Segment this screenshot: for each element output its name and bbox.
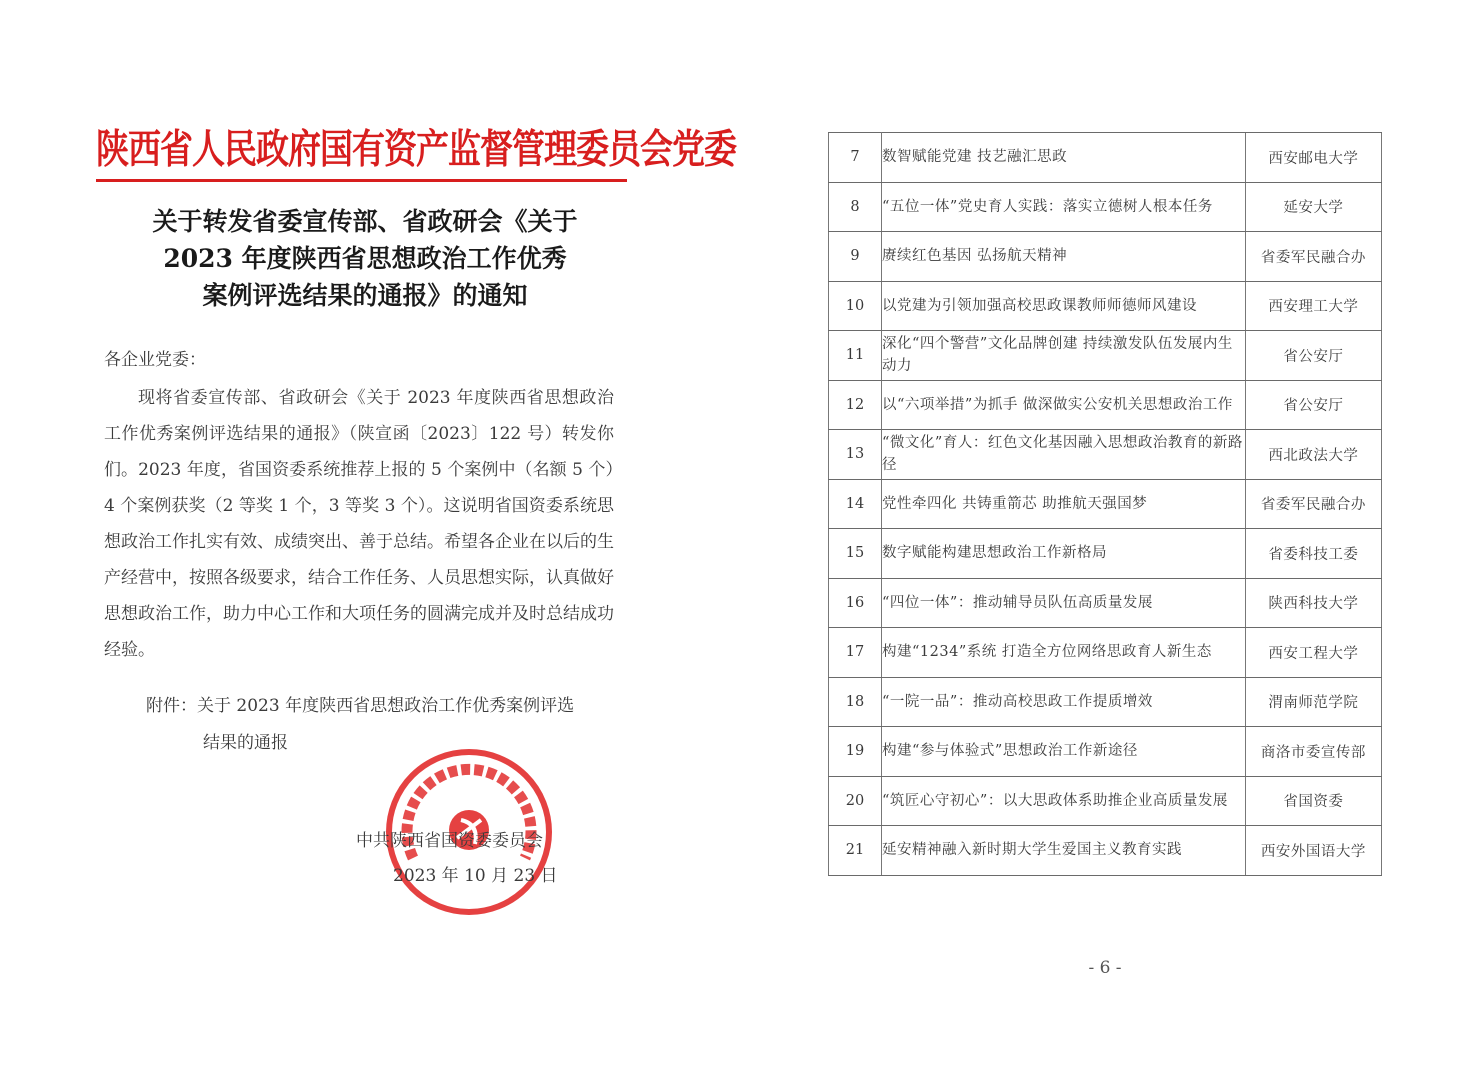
- case-number: 10: [829, 281, 882, 331]
- case-name: “五位一体”党史育人实践：落实立德树人根本任务: [882, 182, 1246, 232]
- case-number: 19: [829, 727, 882, 777]
- case-number: 11: [829, 331, 882, 381]
- table-row: [829, 281, 1382, 331]
- case-name: 数字赋能构建思想政治工作新格局: [882, 529, 1246, 579]
- table-row: [829, 430, 1382, 480]
- case-name: 党性牵四化 共铸重箭芯 助推航天强国梦: [882, 479, 1246, 529]
- case-number: 15: [829, 529, 882, 579]
- case-name: 以党建为引领加强高校思政课教师师德师风建设: [882, 281, 1246, 331]
- case-name: 深化“四个警营”文化品牌创建 持续激发队伍发展内生动力: [882, 331, 1246, 381]
- right-page: [740, 0, 1480, 1076]
- table-row: [829, 529, 1382, 579]
- case-unit: 省公安厅: [1245, 380, 1381, 430]
- case-name: “微文化”育人：红色文化基因融入思想政治教育的新路径: [882, 430, 1246, 480]
- table-row: [829, 727, 1382, 777]
- case-unit: 西安工程大学: [1245, 628, 1381, 678]
- case-number: 12: [829, 380, 882, 430]
- table-row: [829, 479, 1382, 529]
- case-name: 延安精神融入新时期大学生爱国主义教育实践: [882, 826, 1246, 876]
- signatory: 中共陕西省国资委委员会: [356, 831, 543, 851]
- table-row: [829, 232, 1382, 282]
- table-row: [829, 826, 1382, 876]
- case-unit: 西北政法大学: [1245, 430, 1381, 480]
- case-list-table: [828, 132, 1382, 876]
- case-name: “四位一体”：推动辅导员队伍高质量发展: [882, 578, 1246, 628]
- case-number: 13: [829, 430, 882, 480]
- case-name: 构建“1234”系统 打造全方位网络思政育人新生态: [882, 628, 1246, 678]
- case-unit: 西安理工大学: [1245, 281, 1381, 331]
- attachment-line-1: 附件：关于 2023 年度陕西省思想政治工作优秀案例评选: [146, 696, 575, 716]
- case-name: 构建“参与体验式”思想政治工作新途径: [882, 727, 1246, 777]
- issuing-organization-header: 陕西省人民政府国有资产监督管理委员会党委: [96, 125, 736, 172]
- case-unit: 商洛市委宣传部: [1245, 727, 1381, 777]
- case-unit: 省公安厅: [1245, 331, 1381, 381]
- case-list-body: [829, 133, 1382, 876]
- case-number: 9: [829, 232, 882, 282]
- case-name: “一院一品”：推动高校思政工作提质增效: [882, 677, 1246, 727]
- case-name: 数智赋能党建 技艺融汇思政: [882, 133, 1246, 183]
- case-number: 7: [829, 133, 882, 183]
- case-unit: 省国资委: [1245, 776, 1381, 826]
- table-row: [829, 133, 1382, 183]
- title-line-3: 案例评选结果的通报》的通知: [202, 281, 528, 310]
- table-row: [829, 776, 1382, 826]
- case-number: 8: [829, 182, 882, 232]
- case-number: 17: [829, 628, 882, 678]
- attachment-line-2: 结果的通报: [203, 733, 288, 753]
- red-header-divider: [96, 179, 627, 182]
- table-row: [829, 628, 1382, 678]
- table-row: [829, 677, 1382, 727]
- case-unit: 西安邮电大学: [1245, 133, 1381, 183]
- document-title: [120, 203, 610, 314]
- case-number: 16: [829, 578, 882, 628]
- case-unit: 省委科技工委: [1245, 529, 1381, 579]
- title-line-2: 2023 年度陕西省思想政治工作优秀: [163, 244, 567, 273]
- table-row: [829, 331, 1382, 381]
- table-row: [829, 380, 1382, 430]
- case-name: 以“六项举措”为抓手 做深做实公安机关思想政治工作: [882, 380, 1246, 430]
- issue-date: 2023 年 10 月 23 日: [393, 866, 558, 886]
- case-unit: 渭南师范学院: [1245, 677, 1381, 727]
- page-number: - 6 -: [1088, 958, 1122, 978]
- case-unit: 延安大学: [1245, 182, 1381, 232]
- table-row: [829, 578, 1382, 628]
- case-name: “筑匠心守初心”：以大思政体系助推企业高质量发展: [882, 776, 1246, 826]
- case-number: 14: [829, 479, 882, 529]
- case-number: 21: [829, 826, 882, 876]
- case-unit: 西安外国语大学: [1245, 826, 1381, 876]
- case-unit: 陕西科技大学: [1245, 578, 1381, 628]
- table-row: [829, 182, 1382, 232]
- case-name: 赓续红色基因 弘扬航天精神: [882, 232, 1246, 282]
- case-unit: 省委军民融合办: [1245, 232, 1381, 282]
- title-line-1: 关于转发省委宣传部、省政研会《关于: [152, 207, 578, 236]
- case-number: 20: [829, 776, 882, 826]
- salutation: 各企业党委：: [104, 350, 206, 370]
- case-unit: 省委军民融合办: [1245, 479, 1381, 529]
- body-paragraph: 现将省委宣传部、省政研会《关于 2023 年度陕西省思想政治工作优秀案例评选结果的通报》（陕宣函〔2023〕122 号）转发你们。2023 年度，省国资委系统推荐上报的 5 个案例中（名额 5 个）4 个案例获奖（2 等奖 1 个，3 等奖 3 个）。这说明省国资委系统思想政治工作扎实有效、成绩突出、善于总结。希望各企业在以后的生产经营中，按照各级要求，结合工作任务、人员思想实际，认真做好思想政治工作，助力中心工作和大项任务的圆满完成并及时总结成功经验。: [104, 388, 614, 660]
- case-number: 18: [829, 677, 882, 727]
